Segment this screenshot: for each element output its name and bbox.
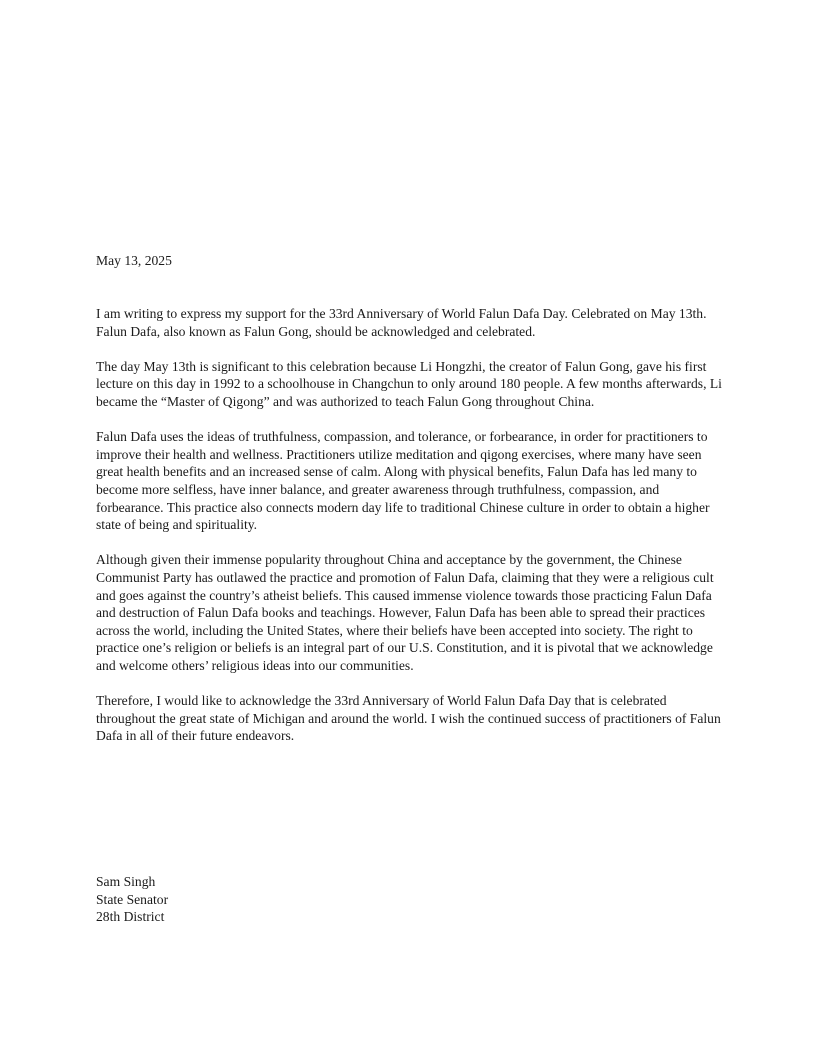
paragraph-closing: Therefore, I would like to acknowledge the 33rd Anniversary of World Falun Dafa Day that is celebrated throughout the great state of Michigan and around the world. I wish the continued success of practitioners of Falun Dafa in all of their future endeavors. — [96, 693, 721, 744]
signer-title: State Senator — [96, 891, 169, 907]
signer-district: 28th District — [96, 909, 165, 925]
letter-date: May 13, 2025 — [96, 253, 172, 268]
signature-block — [96, 873, 168, 926]
letter-body — [96, 305, 728, 762]
signer-name: Sam Singh — [96, 874, 156, 889]
paragraph-intro: I am writing to express my support for the 33rd Anniversary of World Falun Dafa Day. Celebrated on May 13th. Falun Dafa, also known as Falun Gong, should be acknowledged and celebrated. — [96, 306, 707, 339]
paragraph-principles: Falun Dafa uses the ideas of truthfulness, compassion, and tolerance, or forbearance, in order for practitioners to improve their health and wellness. Practitioners utilize meditation and qigong exercises, where many have seen great health benefits and an increased sense of calm. Along with physical benefits, Falun Dafa has led many to become more selfless, have inner balance, and greater awareness through truthfulness, compassion, and forbearance. This practice also connects modern day life to traditional Chinese culture in order to obtain a higher state of being and spirituality. — [96, 429, 710, 533]
paragraph-persecution: Although given their immense popularity throughout China and acceptance by the government, the Chinese Communist Party has outlawed the practice and promotion of Falun Dafa, claiming that they were a religious cult and goes against the country’s atheist beliefs. This caused immense violence towards those practicing Falun Dafa and destruction of Falun Dafa books and teachings. However, Falun Dafa has been able to spread their practices across the world, including the United States, where their beliefs have been accepted into society. The right to practice one’s religion or beliefs is an integral part of our U.S. Constitution, and it is pivotal that we acknowledge and welcome others’ religious ideas into our communities. — [96, 552, 714, 673]
paragraph-history: The day May 13th is significant to this celebration because Li Hongzhi, the creator of Falun Gong, gave his first lecture on this day in 1992 to a schoolhouse in Changchun to only around 180 people. A few months afterwards, Li became the “Master of Qigong” and was authorized to teach Falun Gong throughout China. — [96, 358, 722, 409]
